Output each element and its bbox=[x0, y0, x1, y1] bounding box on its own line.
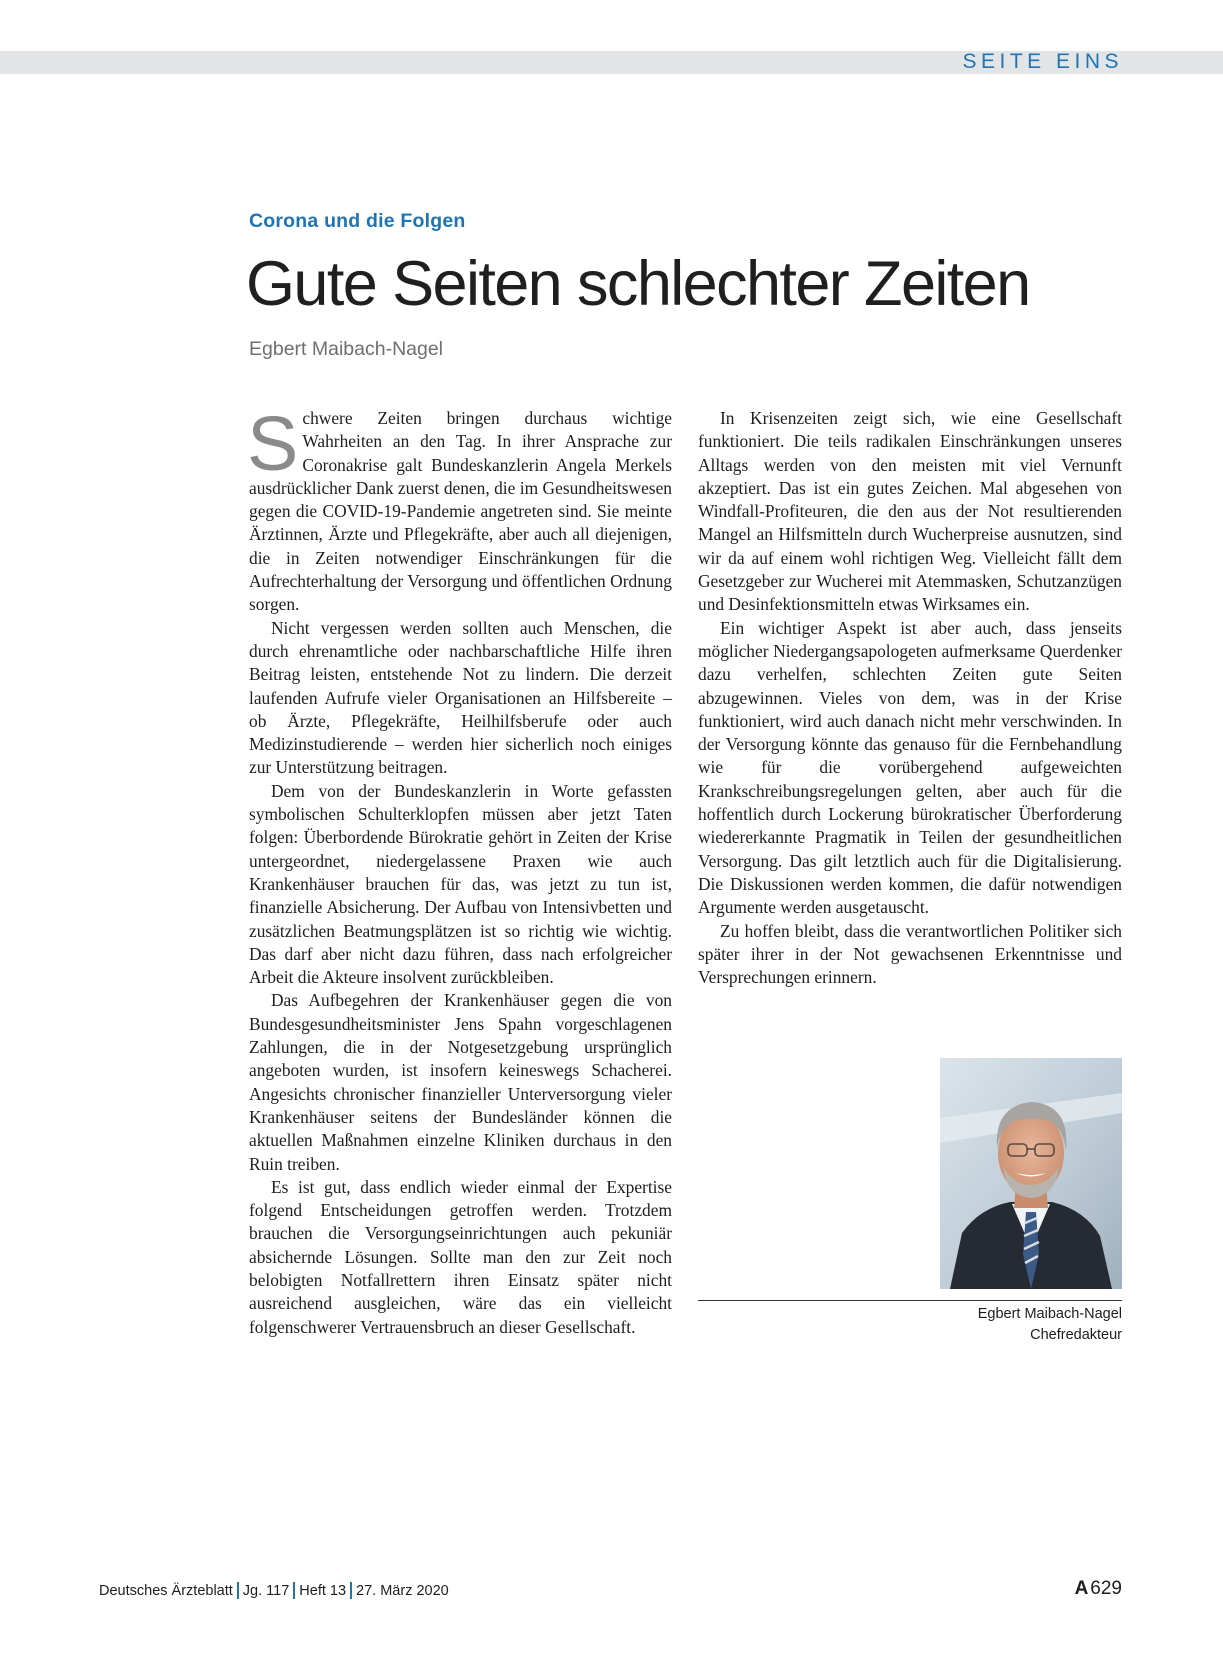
footer-publication: Deutsches Ärzteblatt bbox=[99, 1582, 233, 1599]
article-paragraph: Das Aufbegehren der Krankenhäuser gegen die von Bundesgesundheitsminister Jens Spahn vorgeschlagenen Zahlungen, die in der Notgesetzgebung ursprünglich angeboten wurden, ist insofern keineswegs Schacherei. Angesichts chronischer finanzieller Unterversorgung vieler Krankenhäuser seitens der Bundesländer können die aktuellen Maßnahmen einzelne Kliniken durchaus in den Ruin treiben. bbox=[249, 990, 672, 1174]
drop-cap: S bbox=[247, 401, 299, 487]
footer-date: 27. März 2020 bbox=[356, 1582, 449, 1599]
author-portrait-photo bbox=[940, 1058, 1122, 1289]
paragraph-text: chwere Zeiten bringen durchaus wichtige Wahrheiten an den Tag. In ihrer Ansprache zur Coronakrise galt Bundeskanzlerin Angela Merkels ausdrücklicher Dank zuerst denen, die im Gesundheitswesen gegen die COVID-19-Pandemie angetreten sind. Sie meinte Ärztinnen, Ärzte und Pflegekräfte, aber auch all diejenigen, die in Zeiten notwendiger Einschränkungen für die Aufrechterhaltung der Versorgung und öffentlichen Ordnung sorgen. bbox=[249, 408, 672, 615]
page-number-prefix: A bbox=[1074, 1578, 1089, 1599]
article-paragraph bbox=[247, 401, 672, 617]
footer-issue: Heft 13 bbox=[299, 1582, 347, 1599]
article-paragraph: Es ist gut, dass endlich wieder einmal der Expertise folgend Entscheidungen getroffen werden. Trotzdem brauchen die Versorgungseinrichtungen auch pekuniär absichernde Lösungen. Sollte man den zur Zeit noch belobigten Notfallrettern ihren Einsatz später nicht ausreichend ausgleichen, wäre das ein vielleicht folgenschwerer Vertrauensbruch an dieser Gesellschaft. bbox=[249, 1176, 672, 1337]
article-paragraph: Nicht vergessen werden sollten auch Menschen, die durch ehrenamtliche oder nachbarschaftliche Hilfe ihren Beitrag leisten, entstehende Not zu lindern. Die derzeit laufenden Aufrufe vieler Organisationen an Hilfsbereite – ob Ärzte, Pflegekräfte, Heilhilfsberufe oder auch Medizinstudierende – werden hier sicherlich noch einiges zur Unterstützung beitragen. bbox=[249, 617, 672, 778]
portrait-caption bbox=[978, 1304, 1122, 1346]
page-number bbox=[1075, 1578, 1122, 1600]
article-title: Gute Seiten schlechter Zeiten bbox=[246, 249, 1030, 319]
footer-separator bbox=[237, 1582, 239, 1599]
caption-name: Egbert Maibach-Nagel bbox=[977, 1306, 1122, 1322]
footer-separator bbox=[350, 1582, 352, 1599]
section-label: SEITE EINS bbox=[962, 50, 1123, 73]
page-footer bbox=[99, 1582, 449, 1599]
article-paragraph: Dem von der Bundeskanzlerin in Worte gefassten symbolischen Schulterklopfen müssen aber jetzt Taten folgen: Überbordende Bürokratie gehört in Zeiten der Krise untergeordnet, niedergelassene Praxen wie auch Krankenhäuser brauchen für das, was jetzt zu tun ist, finanzielle Absicherung. Der Aufbau von Intensivbetten und zusätzlichen Beatmungsplätzen ist so richtig wie wichtig. Das darf aber nicht dazu führen, dass nach erfolgreicher Arbeit die Akteure insolvent zurückbleiben. bbox=[249, 780, 672, 988]
caption-rule bbox=[698, 1300, 1122, 1301]
article-column-left bbox=[247, 401, 672, 1339]
article-kicker: Corona und die Folgen bbox=[249, 210, 466, 232]
article-column-right bbox=[698, 407, 1122, 989]
footer-volume: Jg. 117 bbox=[242, 1582, 290, 1599]
article-paragraph: Zu hoffen bleibt, dass die verantwortlichen Politiker sich später ihrer in der Not gewachsenen Erkenntnisse und Versprechungen erinnern. bbox=[698, 920, 1122, 988]
footer-separator bbox=[293, 1582, 295, 1599]
article-paragraph: In Krisenzeiten zeigt sich, wie eine Gesellschaft funktioniert. Die teils radikalen Einschränkungen unseres Alltags werden von den meisten mit viel Vernunft akzeptiert. Das ist ein gutes Zeichen. Mal abgesehen von Windfall-Profiteuren, die den aus der Not resultierenden Mangel an Hilfsmitteln durch Wucherpreise ausnutzen, sind wir da auf einem wohl richtigen Weg. Vielleicht fällt dem Gesetzgeber zur Wucherei mit Atemmasken, Schutzanzügen und Desinfektionsmitteln etwas Wirksames ein. bbox=[698, 408, 1122, 615]
page-number-value: 629 bbox=[1090, 1578, 1122, 1599]
article-author: Egbert Maibach-Nagel bbox=[249, 338, 444, 360]
article-paragraph: Ein wichtiger Aspekt ist aber auch, dass jenseits möglicher Niedergangsapologeten aufmerksame Querdenker dazu verhelfen, schlechten Zeiten gute Seiten abzugewinnen. Vieles von dem, was in der Krise funktioniert, wird auch danach nicht mehr verschwinden. In der Versorgung könnte das genauso für die Fernbehandlung wie für die vorübergehend aufgeweichten Krankschreibungsregelungen gelten, aber auch für die hoffentlich durch Lockerung bürokratischer Überforderung wiedererkannte Pragmatik in Teilen der gesundheitlichen Versorgung. Das gilt letztlich auch für die Digitalisierung. Die Diskussionen werden kommen, die dafür notwendigen Argumente werden ausgetauscht. bbox=[698, 617, 1122, 918]
caption-role: Chefredakteur bbox=[1030, 1327, 1122, 1343]
